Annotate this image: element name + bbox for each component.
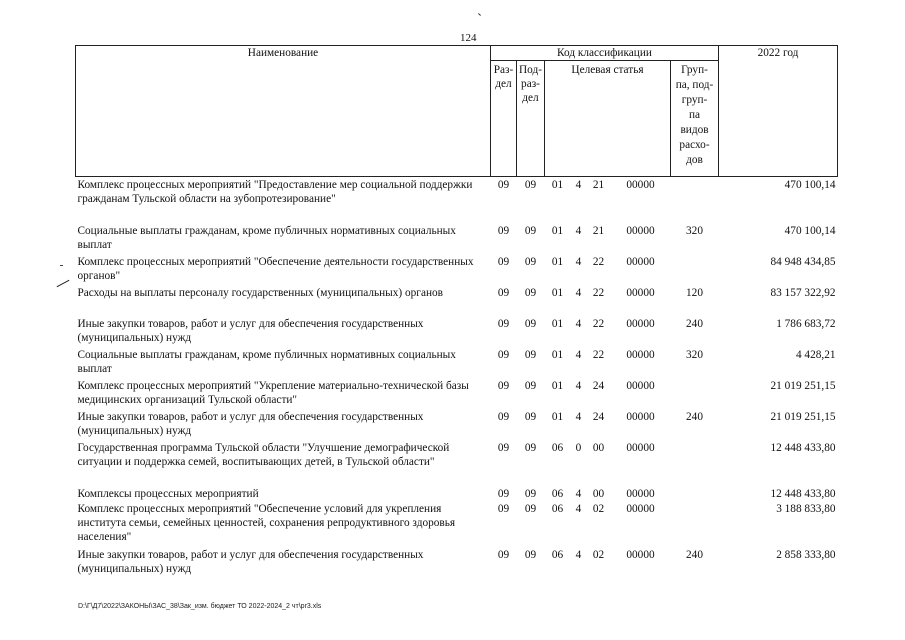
row-razdel: 09 xyxy=(497,379,510,392)
table-row xyxy=(76,409,838,440)
header-razdel: Раз- дел xyxy=(491,61,517,177)
row-target-complex: 21 xyxy=(592,179,605,191)
table-row xyxy=(76,547,838,577)
row-amount: 84 948 434,85 xyxy=(770,255,836,268)
row-amount: 470 100,14 xyxy=(784,179,836,191)
row-name: Иные закупки товаров, работ и услуг для обеспечения государственных (муниципальных) нужд xyxy=(77,548,424,575)
row-target-type: 4 xyxy=(575,179,582,191)
row-name: Социальные выплаты гражданам, кроме публичных нормативных социальных выплат xyxy=(77,224,456,251)
row-target-complex: 00 xyxy=(592,487,605,500)
row-target-program: 06 xyxy=(551,502,564,515)
row-target-direction: 00000 xyxy=(626,441,655,454)
row-target-program: 06 xyxy=(551,487,564,500)
row-target-direction: 00000 xyxy=(626,410,655,423)
row-name: Государственная программа Тульской области "Улучшение демографической ситуации и поддержка семей, воспитывающих детей, в Тульской области" xyxy=(77,441,450,468)
row-expense-group xyxy=(671,254,719,285)
row-target-type: 4 xyxy=(575,410,582,423)
row-target-type: 4 xyxy=(575,502,582,515)
budget-table xyxy=(75,45,838,577)
row-name: Комплекс процессных мероприятий "Обеспечение деятельности государственных органов" xyxy=(77,255,474,282)
row-target-complex: 02 xyxy=(592,548,605,561)
table-row xyxy=(76,316,838,347)
page-number: 124 xyxy=(460,32,477,44)
row-target-direction: 00000 xyxy=(626,286,655,299)
row-razdel: 09 xyxy=(497,487,510,500)
row-podrazdel: 09 xyxy=(524,548,537,561)
row-target-complex: 22 xyxy=(592,255,605,268)
row-target-direction: 00000 xyxy=(626,224,655,237)
row-name: Иные закупки товаров, работ и услуг для обеспечения государственных (муниципальных) нужд xyxy=(77,410,424,437)
row-expense-group: 120 xyxy=(686,286,703,299)
row-razdel: 09 xyxy=(497,286,510,299)
header-podrazdel: Под- раз- дел xyxy=(517,61,545,177)
table-row xyxy=(76,347,838,378)
row-podrazdel: 09 xyxy=(524,441,537,454)
row-target-type: 4 xyxy=(575,487,582,500)
row-target-complex: 24 xyxy=(592,379,605,392)
row-target-program: 01 xyxy=(551,286,564,299)
row-razdel: 09 xyxy=(497,179,510,191)
row-podrazdel: 09 xyxy=(524,255,537,268)
row-target-program: 01 xyxy=(551,317,564,330)
pen-mark xyxy=(57,280,70,287)
row-expense-group xyxy=(671,177,719,223)
row-podrazdel: 09 xyxy=(524,410,537,423)
row-expense-group: 240 xyxy=(686,410,703,423)
row-razdel: 09 xyxy=(497,317,510,330)
table-row xyxy=(76,254,838,285)
table-row xyxy=(76,223,838,254)
row-target-complex: 21 xyxy=(592,224,605,237)
row-expense-group xyxy=(671,440,719,486)
header-group: Груп- па, под- груп- па видов расхо- дов xyxy=(671,61,719,177)
row-podrazdel: 09 xyxy=(524,224,537,237)
row-amount: 12 448 433,80 xyxy=(770,441,836,454)
row-razdel: 09 xyxy=(497,348,510,361)
row-name: Комплекс процессных мероприятий "Предоставление мер социальной поддержки гражданам Тульской области на зубопротезирование" xyxy=(77,179,473,205)
table-row xyxy=(76,486,838,501)
table-header xyxy=(76,46,838,177)
row-amount: 83 157 322,92 xyxy=(770,286,836,299)
row-expense-group: 320 xyxy=(686,224,703,237)
table-row xyxy=(76,378,838,409)
row-podrazdel: 09 xyxy=(524,179,537,191)
row-razdel: 09 xyxy=(497,224,510,237)
row-target-type: 4 xyxy=(575,379,582,392)
row-razdel: 09 xyxy=(497,548,510,561)
row-target-type: 4 xyxy=(575,286,582,299)
row-target-program: 01 xyxy=(551,179,564,191)
row-amount: 12 448 433,80 xyxy=(770,487,836,500)
row-podrazdel: 09 xyxy=(524,348,537,361)
row-target-complex: 22 xyxy=(592,286,605,299)
row-amount: 21 019 251,15 xyxy=(770,379,836,392)
row-target-direction: 00000 xyxy=(626,548,655,561)
row-target-type: 0 xyxy=(575,441,582,454)
row-target-complex: 00 xyxy=(592,441,605,454)
row-target-program: 01 xyxy=(551,410,564,423)
row-target-program: 01 xyxy=(551,255,564,268)
row-target-complex: 22 xyxy=(592,348,605,361)
row-target-program: 01 xyxy=(551,379,564,392)
row-razdel: 09 xyxy=(497,502,510,515)
row-target-direction: 00000 xyxy=(626,502,655,515)
row-target-direction: 00000 xyxy=(626,317,655,330)
row-amount: 3 188 833,80 xyxy=(776,502,836,515)
row-expense-group xyxy=(671,378,719,409)
row-target-program: 01 xyxy=(551,224,564,237)
row-target-program: 06 xyxy=(551,441,564,454)
row-target-direction: 00000 xyxy=(626,179,655,191)
row-expense-group xyxy=(671,486,719,501)
row-name: Комплексы процессных мероприятий xyxy=(77,487,259,500)
row-amount: 1 786 683,72 xyxy=(776,317,836,330)
file-path: D:\Г\Д7\2022\ЗАКОНЫ\ЗАС_38\Зак_изм. бюджет ТО 2022-2024_2 чт\pr3.xls xyxy=(78,603,322,610)
row-razdel: 09 xyxy=(497,441,510,454)
row-expense-group: 240 xyxy=(686,548,703,561)
row-target-type: 4 xyxy=(575,317,582,330)
scan-mark xyxy=(478,13,481,16)
row-expense-group: 320 xyxy=(686,348,703,361)
row-target-complex: 02 xyxy=(592,502,605,515)
row-razdel: 09 xyxy=(497,255,510,268)
header-year: 2022 год xyxy=(719,46,838,177)
row-name: Комплекс процессных мероприятий "Укрепление материально-технической базы медицинских организаций Тульской области" xyxy=(77,379,469,406)
row-expense-group xyxy=(671,501,719,547)
row-target-direction: 00000 xyxy=(626,255,655,268)
row-target-type: 4 xyxy=(575,255,582,268)
row-amount: 4 428,21 xyxy=(795,348,836,361)
row-target-program: 06 xyxy=(551,548,564,561)
row-target-type: 4 xyxy=(575,548,582,561)
header-name: Наименование xyxy=(76,46,491,177)
table-row xyxy=(76,501,838,547)
row-target-type: 4 xyxy=(575,224,582,237)
row-razdel: 09 xyxy=(497,410,510,423)
row-podrazdel: 09 xyxy=(524,286,537,299)
table-row xyxy=(76,177,838,223)
row-target-complex: 24 xyxy=(592,410,605,423)
row-name: Комплекс процессных мероприятий "Обеспечение условий для укрепления института семьи, семейных ценностей, сохранения репродуктивного здоровья населения" xyxy=(77,502,456,543)
row-target-type: 4 xyxy=(575,348,582,361)
row-target-program: 01 xyxy=(551,348,564,361)
row-podrazdel: 09 xyxy=(524,379,537,392)
row-podrazdel: 09 xyxy=(524,502,537,515)
row-amount: 2 858 333,80 xyxy=(776,548,836,561)
row-name: Социальные выплаты гражданам, кроме публичных нормативных социальных выплат xyxy=(77,348,456,375)
row-name: Расходы на выплаты персоналу государственных (муниципальных) органов xyxy=(77,286,443,299)
row-target-direction: 00000 xyxy=(626,348,655,361)
table-row xyxy=(76,285,838,316)
row-target-direction: 00000 xyxy=(626,379,655,392)
row-target-complex: 22 xyxy=(592,317,605,330)
row-podrazdel: 09 xyxy=(524,487,537,500)
table-body xyxy=(76,177,838,577)
row-expense-group: 240 xyxy=(686,317,703,330)
pen-mark xyxy=(60,265,63,266)
header-code: Код классификации xyxy=(491,46,719,61)
row-name: Иные закупки товаров, работ и услуг для обеспечения государственных (муниципальных) нужд xyxy=(77,317,424,344)
row-amount: 21 019 251,15 xyxy=(770,410,836,423)
row-amount: 470 100,14 xyxy=(784,224,836,237)
table-row xyxy=(76,440,838,486)
row-target-direction: 00000 xyxy=(626,487,655,500)
row-podrazdel: 09 xyxy=(524,317,537,330)
header-target-article: Целевая статья xyxy=(545,61,671,177)
